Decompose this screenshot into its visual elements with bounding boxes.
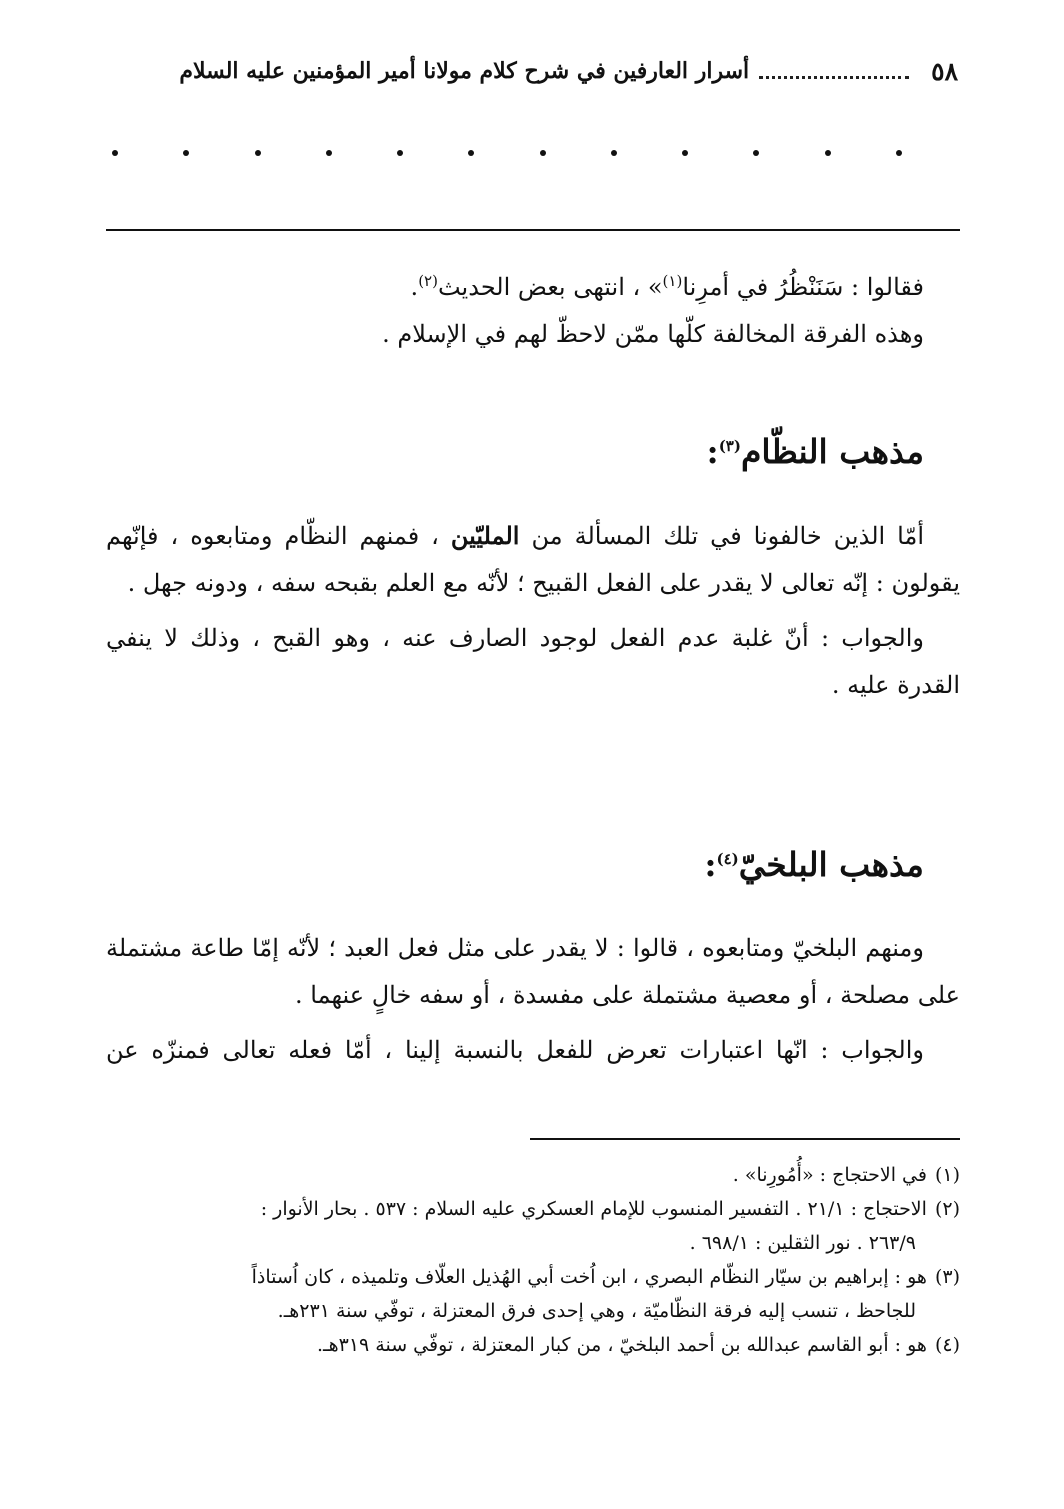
paragraph [106, 512, 960, 607]
ornament-dot [112, 150, 118, 156]
top-divider [106, 229, 960, 231]
footnote-ref: (٣) [718, 437, 741, 455]
footnote [106, 1328, 960, 1362]
footnote-number: (٤) [934, 1334, 960, 1356]
ornament-dot [611, 150, 617, 156]
footnote [106, 1158, 960, 1192]
heading-text: مذهب البلخيّ [738, 845, 924, 884]
footnote-continuation: ٢٦٣/٩ . نور الثقلين : ٦٩٨/١ . [689, 1232, 916, 1254]
footnote-ref: (٢) [418, 272, 438, 290]
footnote-ref: (١) [662, 272, 683, 290]
paragraph: فقالوا : سَنَنْظُرُ في أمرِنا$^{(١)}$» ، انتهى بعض الحديث$^{(٢)}$. [410, 272, 924, 301]
footnote-text: في الاحتجاج : «أُمُورِنا» . [732, 1164, 927, 1186]
header-leader-dots [759, 64, 909, 79]
paragraph-text: أمّا الذين خالفونا في تلك المسألة من [519, 522, 925, 550]
section-body [106, 512, 960, 709]
running-header [106, 48, 958, 94]
ornament-dot [183, 150, 189, 156]
ornament-dot [825, 150, 831, 156]
footnote-continuation: للجاحظ ، تنسب إليه فرقة النظّاميّة ، وهي إحدى فرق المعتزلة ، توفّي سنة ٢٣١هـ. [277, 1300, 916, 1322]
section-heading: مذهب البلخيّ$^{(٤)}$: [704, 845, 924, 884]
page-number: ٥٨ [931, 56, 958, 86]
heading-text: مذهب النظّام [740, 432, 924, 471]
section-body [106, 925, 960, 1074]
running-title: أسرار العارفين في شرح كلام مولانا أمير المؤمنين عليه السلام [179, 58, 750, 84]
ornament-dot [326, 150, 332, 156]
opening-paragraphs [106, 264, 960, 358]
paragraph-text: فقالوا : سَنَنْظُرُ في أمرِنا [682, 273, 924, 301]
footnote [106, 1192, 960, 1226]
paragraph-text: » ، انتهى بعض الحديث [437, 273, 663, 301]
paragraph: والجواب : انّها اعتبارات تعرض للفعل بالنسبة إلينا ، أمّا فعله تعالى فمنزّه عن [106, 1036, 924, 1064]
footnote-number: (١) [934, 1164, 960, 1186]
ornament-dot [540, 150, 546, 156]
footnote-text: هو : أبو القاسم عبدالله بن أحمد البلخيّ ، من كبار المعتزلة ، توفّي سنة ٣١٩هـ. [316, 1334, 927, 1356]
bold-term: المليّين [450, 521, 520, 550]
section-heading: مذهب النظّام$^{(٣)}$: [706, 432, 924, 471]
paragraph: وهذه الفرقة المخالفة كلّها ممّن لاحظّ لهم في الإسلام . [382, 320, 924, 348]
ornament-dot [468, 150, 474, 156]
ornament-dot [682, 150, 688, 156]
ornament-dots [112, 150, 902, 156]
footnote-number: (٢) [934, 1198, 960, 1220]
footnote-ref: (٤) [716, 850, 739, 868]
footnote-text: الاحتجاج : ٢١/١ . التفسير المنسوب للإمام العسكري عليه السلام : ٥٣٧ . بحار الأنوار : [260, 1198, 927, 1220]
footnotes [106, 1158, 960, 1362]
ornament-dot [896, 150, 902, 156]
paragraph: والجواب : أنّ غلبة عدم الفعل لوجود الصارف عنه ، وهو القبح ، وذلك لا ينفي القدرة عليه . [106, 624, 960, 699]
ornament-dot [397, 150, 403, 156]
ornament-dot [255, 150, 261, 156]
footnote-number: (٣) [934, 1266, 960, 1288]
footnote [106, 1260, 960, 1294]
footnote-text: هو : إبراهيم بن سيّار النظّام البصري ، ابن اُخت أبي الهُذيل العلّاف وتلميذه ، كان اُستاذاً [251, 1266, 927, 1288]
footnote-divider [530, 1138, 960, 1140]
paragraph-text: ، فمنهم النظّام ومتابعوه ، فإنّهم يقولون : إنّه تعالى لا يقدر على الفعل القبيح ؛ لأنّه مع العلم بقبحه سفه ، ودونه جهل . [106, 522, 960, 597]
paragraph: ومنهم البلخيّ ومتابعوه ، قالوا : لا يقدر على مثل فعل العبد ؛ لأنّه إمّا طاعة مشتملة على مصلحة ، أو معصية مشتملة على مفسدة ، أو سفه خالٍ عنهما . [106, 934, 960, 1009]
ornament-dot [753, 150, 759, 156]
